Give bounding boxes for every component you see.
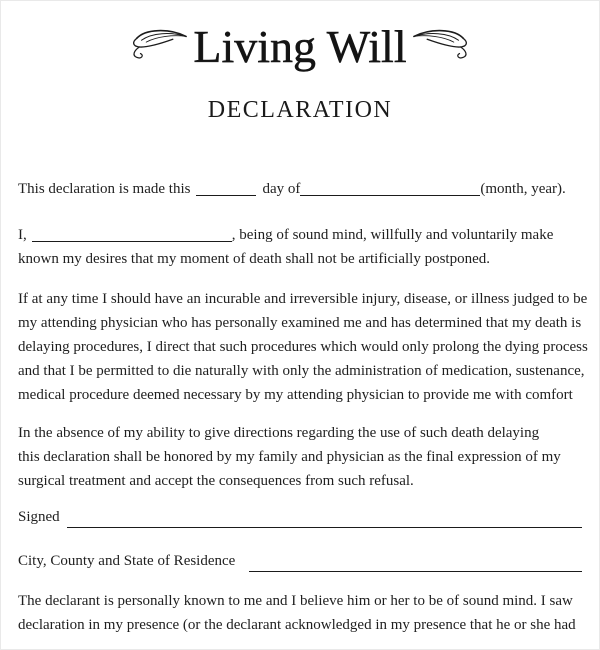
conditions-line: and that I be permitted to die naturally with only the administration of medication, sustenance, [18,363,585,379]
residence-row [18,549,582,573]
declarant-line-1 [18,223,582,247]
conditions-line: If at any time I should have an incurable and irreversible injury, disease, or illness judged to be [18,291,588,307]
date-line-text-a: This declaration is made this [18,181,191,197]
paragraph-absence [18,421,582,493]
absence-line: surgical treatment and accept the consequences from such refusal. [18,473,414,489]
conditions-line: my attending physician who has personally examined me and has determined that my death is [18,315,582,331]
conditions-line: medical procedure deemed necessary by my attending physician to provide me with comfort [18,387,573,403]
signed-row [18,505,582,529]
document-body [18,177,588,637]
witness-line: declaration in my presence (or the declarant acknowledged in my presence that he or she had [18,617,576,633]
page-title: Living Will [193,21,407,72]
title-row [18,21,582,73]
absence-line: this declaration shall be honored by my family and physician as the final expression of my [18,449,561,465]
witness-line: The declarant is personally known to me and I believe him or her to be of sound mind. I saw [18,593,573,609]
declarant-text-a: I, [18,227,27,243]
absence-line: In the absence of my ability to give directions regarding the use of such death delaying [18,425,540,441]
calligraphic-swash-right-icon [412,26,469,64]
day-blank-field [196,181,256,196]
signature-blank-field [67,507,582,528]
conditions-line: delaying procedures, I direct that such procedures which would only prolong the dying process [18,339,588,355]
paragraph-witness [18,589,582,637]
date-line-text-b: day of [262,181,301,197]
declarant-name-blank-field [32,227,232,242]
date-line-text-c: (month, year). [480,181,566,197]
signed-label: Signed [18,509,60,525]
paragraph-conditions [18,287,588,407]
declarant-text-b: , being of sound mind, willfully and voluntarily make [231,227,554,243]
paragraph-date [18,177,582,201]
residence-blank-field [249,551,582,572]
page-subtitle: DECLARATION [207,97,393,123]
declarant-line-2: known my desires that my moment of death shall not be artificially postponed. [18,251,490,267]
calligraphic-swash-left-icon [131,26,188,64]
document-content [1,21,599,637]
month-year-blank-field [300,181,480,196]
paragraph-declarant [18,223,582,271]
residence-label: City, County and State of Residence [18,553,236,569]
